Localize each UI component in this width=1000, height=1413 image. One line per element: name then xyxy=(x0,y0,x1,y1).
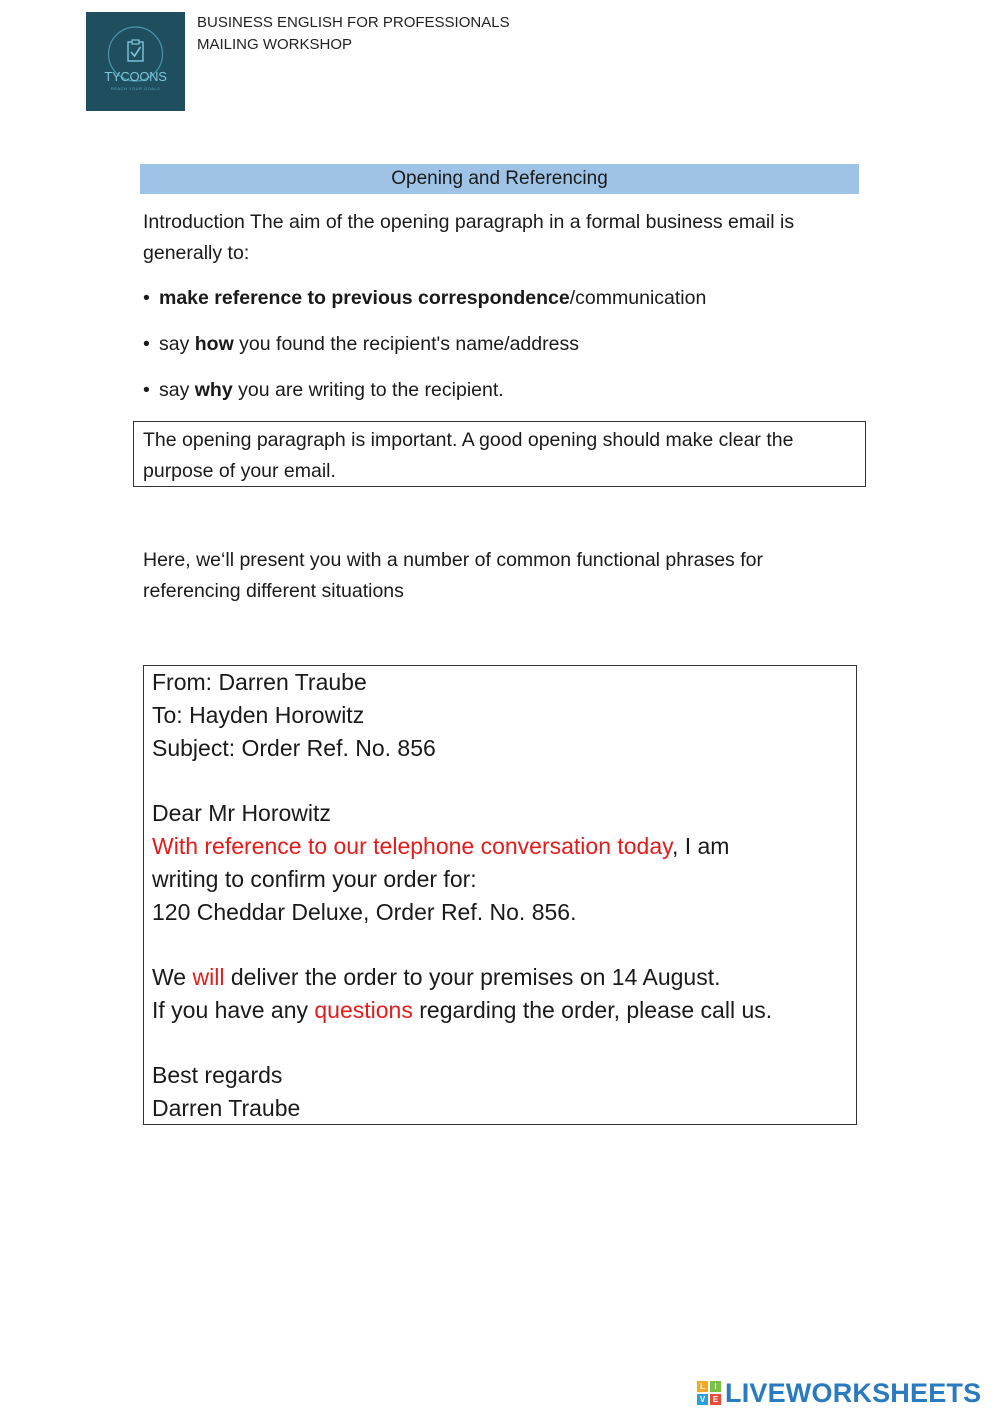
email-to: To: Hayden Horowitz xyxy=(152,702,365,728)
note-box xyxy=(133,421,866,487)
email-signature: Darren Traube xyxy=(152,1095,301,1121)
liveworksheets-logo xyxy=(697,1378,981,1408)
logo-tagline: REACH YOUR GOALS xyxy=(110,86,161,91)
bullet-dot: • xyxy=(143,333,150,355)
reference-phrase: With reference to our telephone conversation today xyxy=(152,833,672,859)
highlight-will: will xyxy=(192,964,225,990)
note-text: The opening paragraph is important. A good opening should make clear the purpose of your email. xyxy=(143,429,794,482)
spacer xyxy=(152,1027,848,1059)
clipboard-check-icon xyxy=(86,12,185,111)
spacer xyxy=(152,929,848,961)
spacer xyxy=(152,765,848,797)
course-title: BUSINESS ENGLISH FOR PROFESSIONALS xyxy=(197,14,510,31)
bullet-item: • make reference to previous correspondence/communication xyxy=(143,283,706,314)
sample-email xyxy=(143,665,857,1125)
document-header xyxy=(197,12,510,56)
bullet-emphasis: how xyxy=(194,333,234,355)
email-questions-line: If you have any questions regarding the order, please call us. xyxy=(152,997,773,1023)
tycoons-logo xyxy=(86,12,185,111)
email-greeting: Dear Mr Horowitz xyxy=(152,800,331,826)
email-subject: Subject: Order Ref. No. 856 xyxy=(152,735,436,761)
email-confirm-line: writing to confirm your order for: xyxy=(152,866,477,892)
section-title: Opening and Referencing xyxy=(140,164,859,194)
email-from: From: Darren Traube xyxy=(152,669,367,695)
email-reference-line: With reference to our telephone conversation today, I am xyxy=(152,833,730,859)
intro-paragraph: Introduction The aim of the opening paragraph in a formal business email is generally to: xyxy=(143,211,795,264)
workshop-title: MAILING WORKSHOP xyxy=(197,36,353,53)
bullet-dot: • xyxy=(143,287,150,309)
bullet-emphasis: make reference to previous correspondence xyxy=(159,287,570,309)
email-closing: Best regards xyxy=(152,1062,283,1088)
bullet-item: • say how you found the recipient's name/address xyxy=(143,329,579,360)
logo-name: TYCOONS xyxy=(104,69,167,84)
phrases-intro-paragraph: Here, we‘ll present you with a number of common functional phrases for referencing different situations xyxy=(143,549,763,602)
email-order-line: 120 Cheddar Deluxe, Order Ref. No. 856. xyxy=(152,899,577,925)
liveworksheets-text: LIVEWORKSHEETS xyxy=(725,1377,982,1408)
bullet-emphasis: why xyxy=(194,379,233,401)
bullet-dot: • xyxy=(143,379,150,401)
bullet-item: • say why you are writing to the recipient. xyxy=(143,375,504,406)
highlight-questions: questions xyxy=(314,997,413,1023)
liveworksheets-icon: L I V E xyxy=(697,1381,721,1405)
email-delivery-line: We will deliver the order to your premises on 14 August. xyxy=(152,964,721,990)
